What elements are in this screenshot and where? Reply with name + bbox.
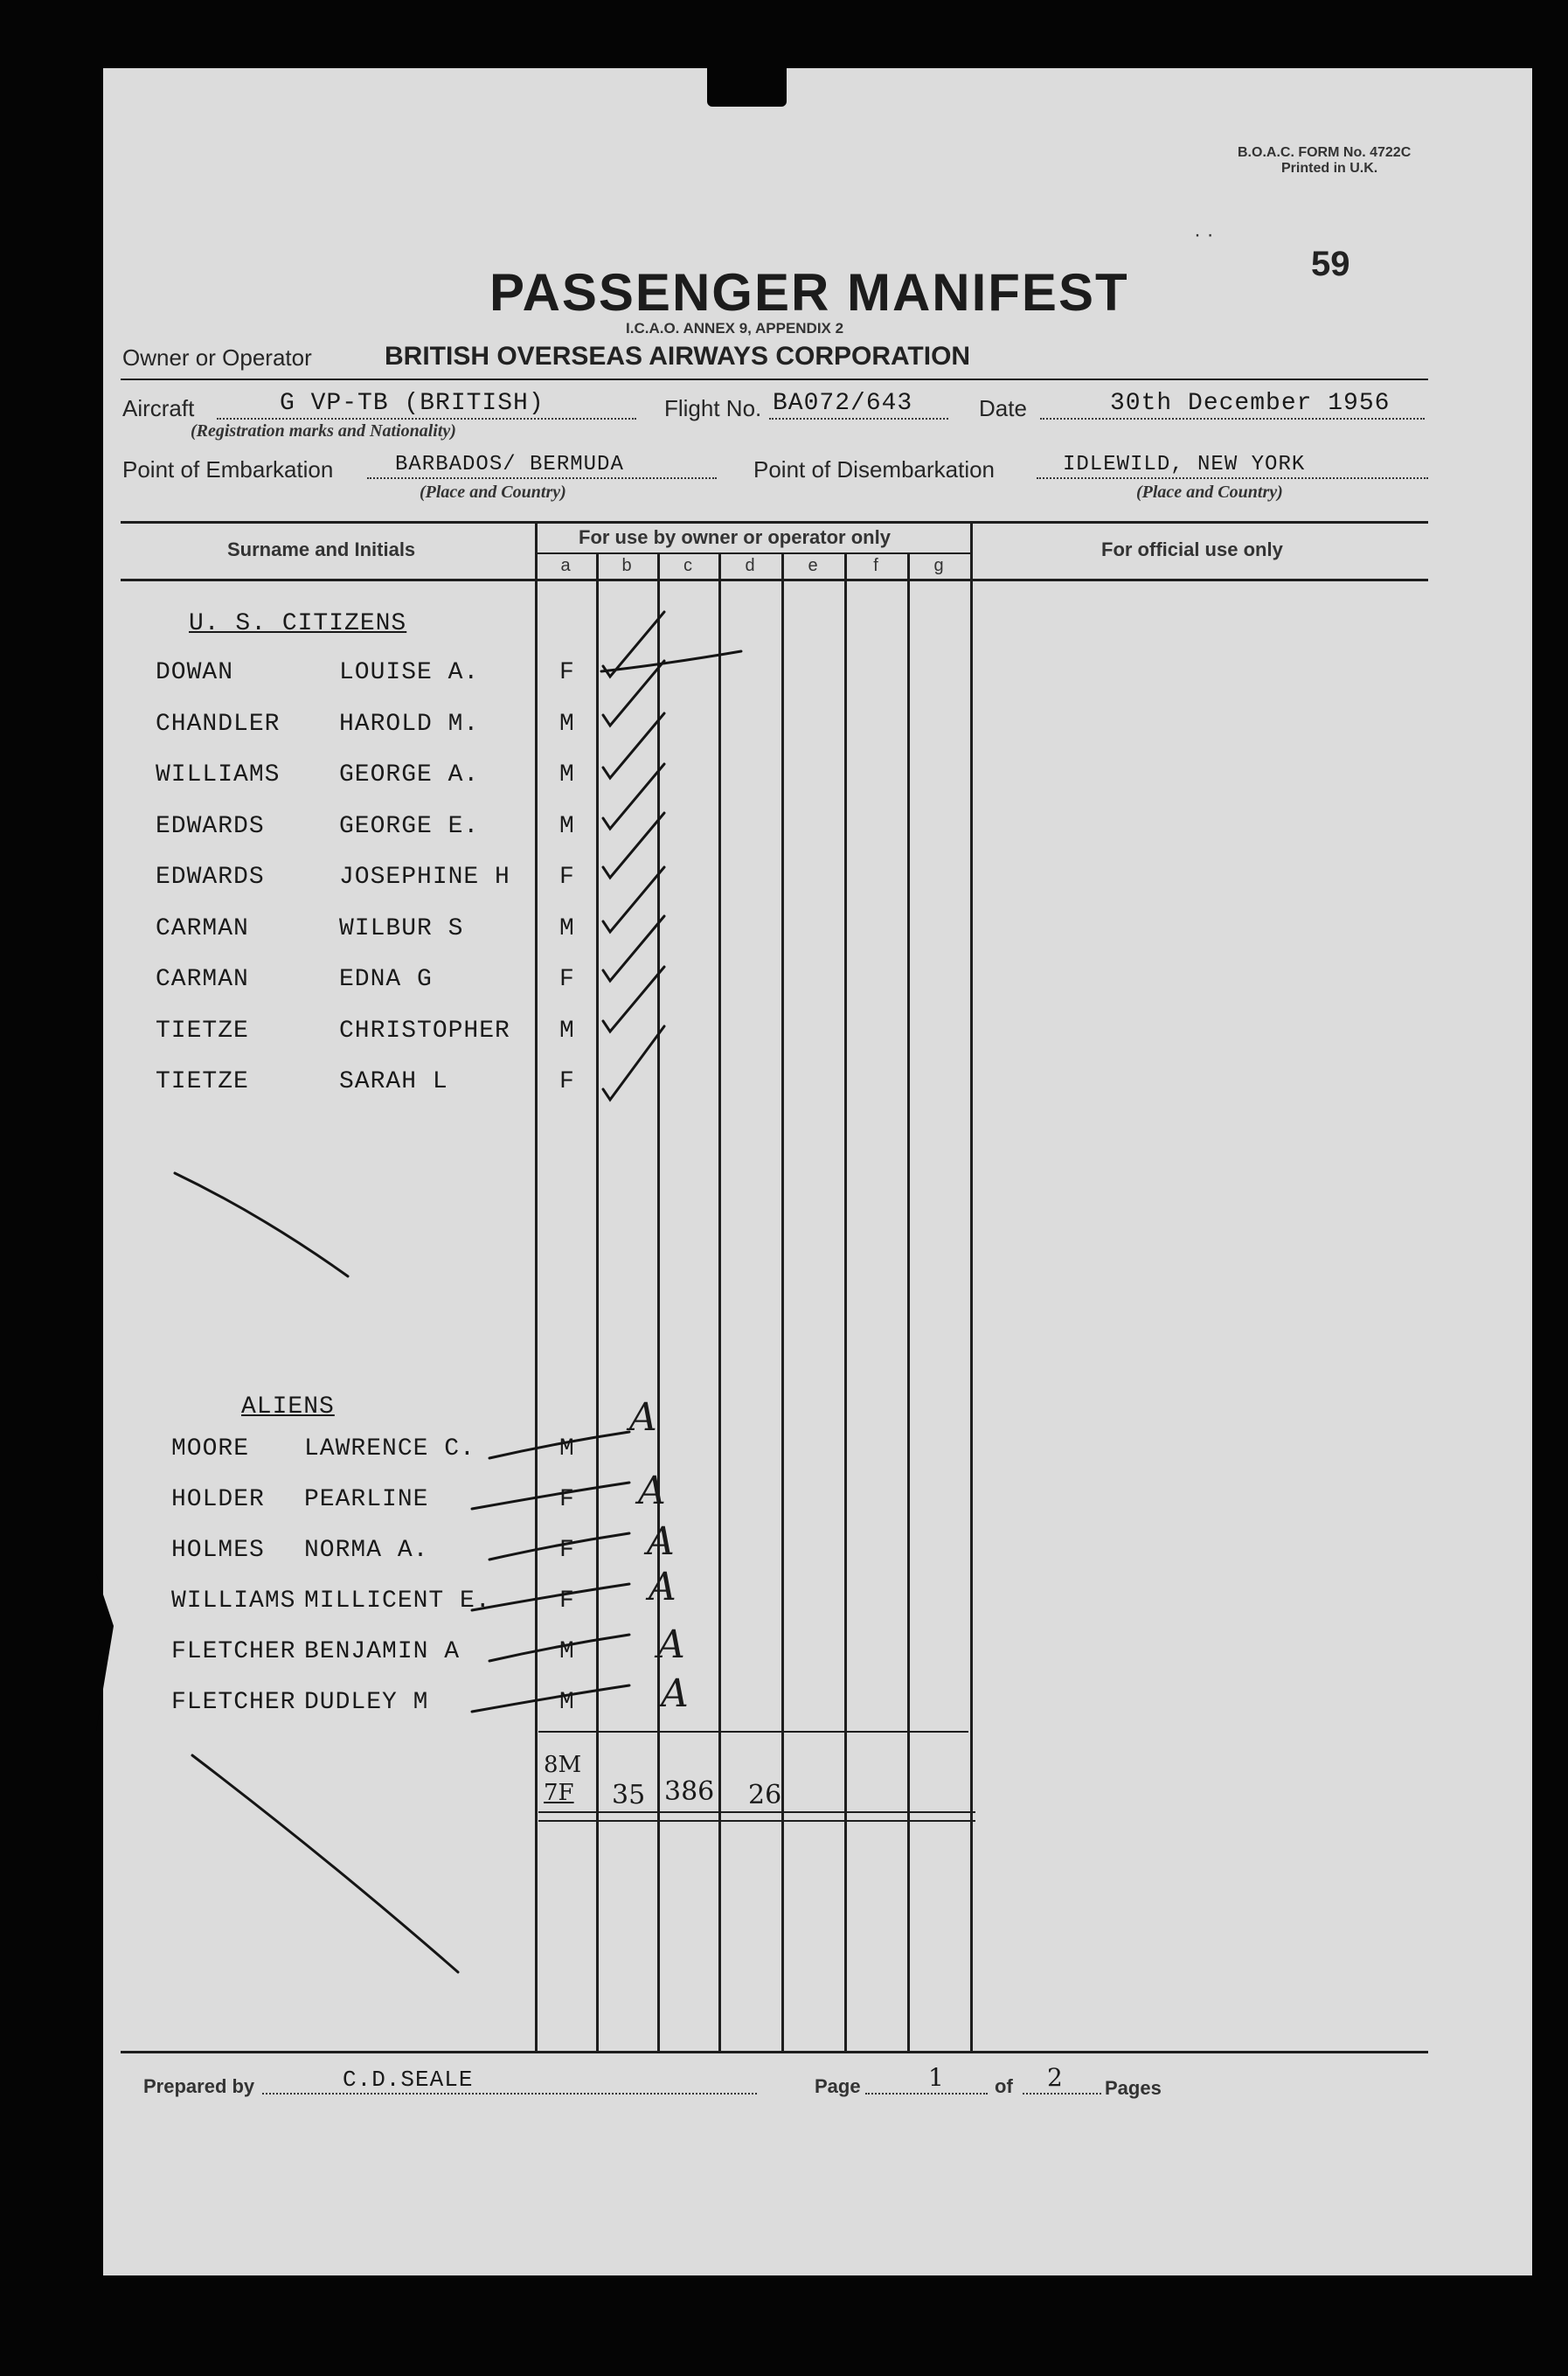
of-label: of	[995, 2075, 1013, 2097]
prepared-dotline	[262, 2093, 757, 2095]
sub-column-c: c	[683, 556, 692, 575]
owner-rule	[121, 379, 1428, 380]
passenger-surname: FLETCHER	[171, 1689, 296, 1716]
totals-rule-top	[538, 1731, 968, 1733]
us-section-heading: U. S. CITIZENS	[189, 610, 407, 637]
total-c: 386	[664, 1776, 715, 1807]
owner-value: BRITISH OVERSEAS AIRWAYS CORPORATION	[385, 342, 971, 371]
form-number: B.O.A.C. FORM No. 4722C	[1238, 145, 1412, 160]
passenger-sex: M	[559, 812, 575, 840]
passenger-surname: WILLIAMS	[171, 1587, 296, 1615]
passenger-surname: EDWARDS	[156, 812, 265, 840]
passenger-given-name: EDNA G	[339, 966, 433, 993]
total-b: 35	[612, 1780, 646, 1810]
alien-mark: A	[629, 1395, 657, 1440]
passenger-surname: MOORE	[171, 1435, 250, 1462]
passenger-sex: F	[559, 1537, 575, 1564]
page-title: PASSENGER MANIFEST	[489, 263, 1129, 322]
page-dotline	[865, 2093, 988, 2095]
alien-section-heading: ALIENS	[241, 1393, 335, 1421]
passenger-sex: M	[559, 914, 575, 942]
aircraft-label: Aircraft	[122, 395, 195, 421]
subtitle: I.C.A.O. ANNEX 9, APPENDIX 2	[626, 320, 844, 337]
passenger-surname: CARMAN	[156, 914, 249, 942]
passenger-surname: CHANDLER	[156, 710, 281, 738]
paper-tear	[96, 1574, 114, 1731]
subheader-rule	[535, 552, 970, 554]
passenger-surname: WILLIAMS	[156, 761, 281, 789]
total-pages-dotline	[1023, 2093, 1101, 2095]
table-header-rule	[121, 579, 1428, 581]
date-value: 30th December 1956	[1110, 390, 1391, 417]
date-dotline	[1040, 418, 1425, 420]
passenger-sex: M	[559, 710, 575, 738]
aircraft-value: G VP-TB (BRITISH)	[280, 390, 545, 417]
passenger-sex: M	[559, 1689, 575, 1716]
passenger-surname: EDWARDS	[156, 864, 265, 891]
total-pages: 2	[1047, 2063, 1063, 2092]
column-line	[718, 554, 721, 2051]
passenger-given-name: LOUISE A.	[339, 659, 480, 686]
prepared-label: Prepared by	[143, 2075, 255, 2097]
page-stamp: 59	[1311, 245, 1350, 283]
column-line	[781, 554, 784, 2051]
passenger-sex: M	[559, 1017, 575, 1045]
disembarkation-dotline	[1037, 477, 1428, 479]
totals-rule-1	[538, 1811, 975, 1813]
passenger-given-name: NORMA A.	[304, 1537, 429, 1564]
page-label: Page	[815, 2075, 861, 2097]
passenger-given-name: WILBUR S	[339, 914, 464, 942]
sub-column-a: a	[560, 556, 571, 575]
col-owner-header: For use by owner or operator only	[579, 526, 891, 548]
disembarkation-note: (Place and Country)	[1136, 483, 1283, 502]
col-official-header: For official use only	[1101, 538, 1283, 560]
alien-mark: A	[647, 1519, 675, 1564]
pages-label: Pages	[1105, 2077, 1162, 2099]
passenger-given-name: PEARLINE	[304, 1486, 429, 1513]
passenger-sex: M	[559, 761, 575, 789]
passenger-sex: M	[559, 1435, 575, 1462]
passenger-given-name: BENJAMIN A	[304, 1638, 461, 1665]
sub-column-b: b	[621, 556, 632, 575]
passenger-surname: HOLMES	[171, 1537, 265, 1564]
passenger-sex: F	[559, 1486, 575, 1513]
column-line	[657, 554, 660, 2051]
passenger-surname: HOLDER	[171, 1486, 265, 1513]
column-line	[596, 554, 599, 2051]
passenger-surname: FLETCHER	[171, 1638, 296, 1665]
col-name-header: Surname and Initials	[227, 538, 416, 560]
page-value: 1	[928, 2063, 944, 2092]
embarkation-dotline	[367, 477, 717, 479]
embarkation-note: (Place and Country)	[420, 483, 566, 502]
passenger-surname: CARMAN	[156, 966, 249, 993]
passenger-given-name: GEORGE E.	[339, 812, 480, 840]
aircraft-note: (Registration marks and Nationality)	[191, 421, 456, 441]
totals-rule-2	[538, 1820, 975, 1822]
passenger-sex: F	[559, 864, 575, 891]
flight-dotline	[769, 418, 948, 420]
alien-mark: A	[661, 1671, 689, 1716]
passenger-sex: F	[559, 659, 575, 686]
passenger-given-name: HAROLD M.	[339, 710, 480, 738]
total-a-female: 7F	[544, 1780, 574, 1806]
passenger-surname: TIETZE	[156, 1017, 249, 1045]
aircraft-dotline	[217, 418, 636, 420]
passenger-given-name: MILLICENT E.	[304, 1587, 491, 1615]
alien-mark: A	[638, 1469, 666, 1513]
table-top-rule	[121, 521, 1428, 524]
passenger-sex: F	[559, 1068, 575, 1095]
flight-label: Flight No.	[664, 395, 762, 421]
sub-column-f: f	[873, 556, 878, 575]
alien-mark: A	[657, 1622, 685, 1667]
sub-column-d: d	[745, 556, 755, 575]
flight-value: BA072/643	[773, 390, 913, 417]
passenger-given-name: CHRISTOPHER	[339, 1017, 510, 1045]
passenger-surname: DOWAN	[156, 659, 234, 686]
owner-label: Owner or Operator	[122, 344, 312, 371]
column-line	[907, 554, 910, 2051]
passenger-sex: F	[559, 1587, 575, 1615]
passenger-given-name: GEORGE A.	[339, 761, 480, 789]
sub-column-g: g	[933, 556, 944, 575]
passenger-given-name: LAWRENCE C.	[304, 1435, 475, 1462]
sub-column-e: e	[808, 556, 818, 575]
paper-notch	[707, 61, 787, 107]
passenger-surname: TIETZE	[156, 1068, 249, 1095]
embarkation-value: BARBADOS/ BERMUDA	[395, 453, 624, 476]
passenger-given-name: JOSEPHINE H	[339, 864, 510, 891]
embarkation-label: Point of Embarkation	[122, 456, 334, 483]
total-d: 26	[748, 1780, 782, 1810]
date-label: Date	[979, 395, 1027, 421]
disembarkation-value: IDLEWILD, NEW YORK	[1063, 453, 1306, 476]
disembarkation-label: Point of Disembarkation	[753, 456, 996, 483]
ink-specks: · ·	[1194, 223, 1214, 247]
alien-mark: A	[649, 1565, 676, 1609]
total-a-male: 8M	[544, 1752, 582, 1778]
printed-in: Printed in U.K.	[1281, 161, 1378, 176]
passenger-sex: M	[559, 1638, 575, 1665]
column-line	[535, 523, 538, 2051]
passenger-sex: F	[559, 966, 575, 993]
prepared-value: C.D.SEALE	[343, 2067, 474, 2093]
passenger-given-name: DUDLEY M	[304, 1689, 429, 1716]
footer-rule	[121, 2051, 1428, 2053]
passenger-given-name: SARAH L	[339, 1068, 448, 1095]
column-line	[844, 554, 847, 2051]
